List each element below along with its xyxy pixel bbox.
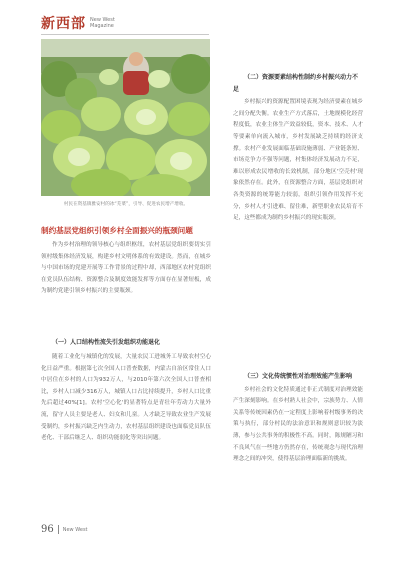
photo-illustration (41, 39, 210, 196)
section2-body: 乡村振兴的资源配置困境表现为经济要素在城乡之间分配失衡。农业生产方式落后，土地规模化经营程度低，农业主体生产效益较低，资本、技术、人才等要素单向流入城市，乡村发展缺乏持续的经济支撑。农村产业发展面临基础设施薄弱、产业链条短、市场竞争力不强等问题，村集体经济发展动力不足，难以形成农民增收的长效机制，部分地区'空壳村'现象依然存在。此外，在资源整合方面，基层党组织对各类资源的统筹能力较弱，组织引领作用发挥不充分，乡村人才引进难、留住难，新型职业农民培育不足，这些都成为制约乡村振兴的现实瓶颈。 (233, 99, 363, 222)
intro-paragraph: 作为乡村治理的领导核心与组织枢纽，农村基层党组织要切实引领村级集体经济发展，构建乡村文明体系的有效建设。然而，在城乡与中国市场的党建开展等工作背景的过程中却，西部地区农村党组织在党员队伍结构、资源整合及制度效能发挥等方面存在显著短板，成为制约党建引领乡村振兴的主要瓶颈。 (41, 242, 211, 295)
article-headline: 制约基层党组织引领乡村全面振兴的瓶颈问题 (41, 226, 193, 235)
photo-caption: 村民在资基镇雅安村的冰“芜菜”，引导、促进农民增产增收。 (63, 202, 189, 207)
section1-body: 随着工业化与城镇化的发展，大量农民工进城务工导致农村空心化日益严重。根据第七次全国人口普查数据，内蒙古自治区常住人口中居住在乡村的人口为932万人，与2010年第六次全国人口普查相比，乡村人口减少316万人，城镇人口占比持续提升，乡村人口比重先后超过40%[1]。农村'空心化'的显著特点是青壮年劳动力大量外流，留守人员主要是老人、妇女和儿童。人才缺乏导致农业生产发展受制约，乡村振兴缺乏内生动力，农村基层组织建设也面临党员队伍老化、干部后继乏人、组织功能弱化等突出问题。 (41, 354, 211, 442)
masthead-english (90, 17, 115, 29)
section2-title: （二）资源要素结构性制约乡村振兴动力不足 (233, 74, 359, 93)
masthead-english-line2: Magazine (90, 23, 114, 29)
page-folio (41, 524, 88, 535)
right-column-section2 (233, 72, 363, 342)
masthead-english-line1: New West (90, 17, 115, 23)
section3-title: （三）文化传统惯性对治理效能产生影响 (244, 373, 353, 380)
right-column-section3 (233, 371, 363, 535)
masthead-rule (41, 34, 209, 35)
folio-divider (58, 525, 59, 534)
folio-magazine-name: New West (62, 526, 88, 533)
section3-body: 乡村社会的文化特质通过非正式制度对治理效能产生深刻影响。在乡村熟人社会中，宗族势力、人情关系等传统因素仍在一定程度上影响着村级事务的决策与执行，部分村民的法治意识和规则意识较为淡薄，参与公共事务的积极性不高。同时，陈规陋习和不良风气在一些地方仍然存在，传统观念与现代治理理念之间的冲突，使得基层治理面临新的挑战。 (233, 386, 363, 463)
section1-title: （一）人口结构性流失引发组织功能退化 (52, 339, 161, 346)
magazine-masthead (41, 13, 115, 33)
masthead-chinese: 新西部 (41, 16, 86, 32)
cabbage-harvest-photo (41, 39, 210, 196)
page-number: 96 (41, 524, 54, 535)
